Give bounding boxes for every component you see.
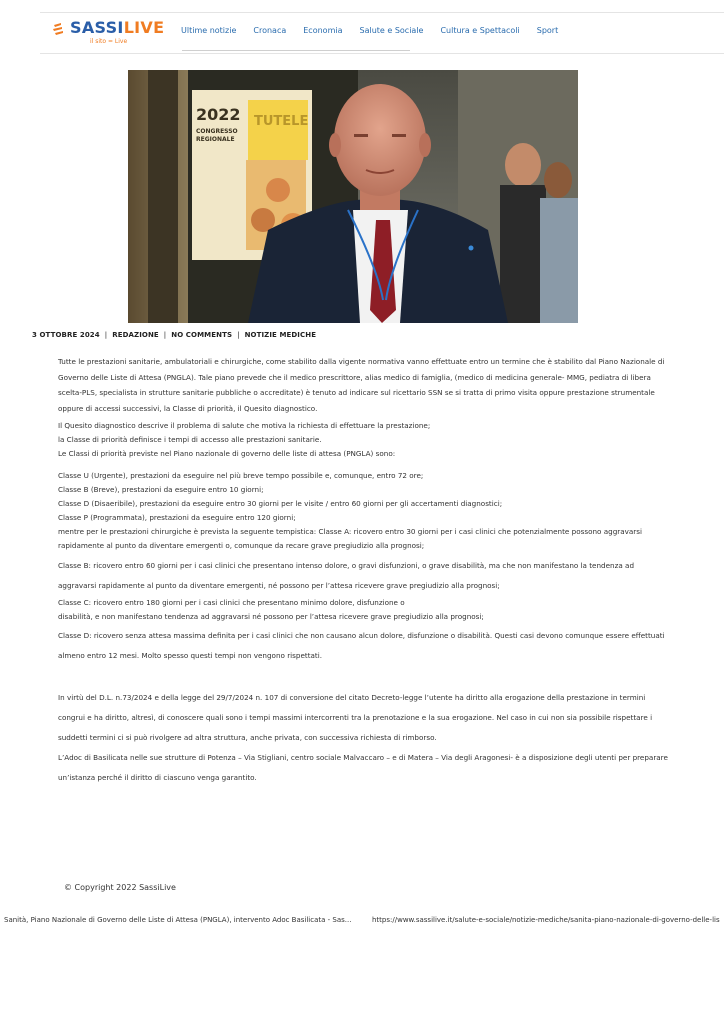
article-author[interactable]: REDAZIONE xyxy=(112,331,159,339)
print-footer-url: https://www.sassilive.it/salute-e-sociale/notizie-mediche/sanita-piano-nazionale-di-governo-delle-lis xyxy=(372,916,720,924)
nav-cronaca[interactable]: Cronaca xyxy=(253,26,287,35)
article-line: Le Classi di priorità previste nel Piano nazionale di governo delle liste di attesa (PNGLA) sono: xyxy=(58,449,396,458)
article-line: la Classe di priorità definisce i tempi di accesso alle prestazioni sanitarie. xyxy=(58,435,322,444)
priority-class-u: Classe U (Urgente), prestazioni da eseguire nel più breve tempo possibile e, comunque, entro 72 ore; xyxy=(58,471,424,480)
surgical-class-c-cont: disabilità, e non manifestano tendenza ad aggravarsi né possono per l’attesa ricevere grave pregiudizio alla prognosi; xyxy=(58,612,484,621)
nav-ultime-notizie[interactable]: Ultime notizie xyxy=(181,26,237,35)
poster-year: 2022 xyxy=(196,105,241,124)
print-footer-title: Sanità, Piano Nazionale di Governo delle Liste di Attesa (PNGLA), intervento Adoc Basilicata - Sas... xyxy=(4,916,352,924)
nav-salute-e-sociale[interactable]: Salute e Sociale xyxy=(359,26,424,35)
logo-tagline: il sito = Live xyxy=(90,38,128,45)
nav-cultura-e-spettacoli[interactable]: Cultura e Spettacoli xyxy=(440,26,520,35)
poster-tutele: TUTELE xyxy=(254,114,309,129)
article-paragraph-rights: In virtù del D.L. n.73/2024 e della legge del 29/7/2024 n. 107 di conversione del citato Decreto-legge l’utente ha diritto alla erogazione della prestazione in termini congrui e ha diritto, altresì, di conoscere quali sono i tempi massimi intercorrenti tra la prenotazione e la sua erogazione. Nel caso in cui non sia possibile rispettare i suddetti termini ci si può rivolgere ad altra struttura, anche privata, con successiva richiesta di rimborso. xyxy=(58,693,653,742)
poster-line1: CONGRESSO xyxy=(196,128,238,135)
article-date: 3 OTTOBRE 2024 xyxy=(32,331,100,339)
main-nav xyxy=(181,26,575,35)
nav-sport[interactable]: Sport xyxy=(536,26,559,35)
article-category[interactable]: NOTIZIE MEDICHE xyxy=(244,331,317,339)
article-hero-image xyxy=(128,70,578,323)
sassilive-logo-icon xyxy=(52,21,68,37)
article-line: Il Quesito diagnostico descrive il problema di salute che motiva la richiesta di effettuare la prestazione; xyxy=(58,421,431,430)
surgical-class-a: mentre per le prestazioni chirurgiche è prevista la seguente tempistica: Classe A: ricovero entro 30 giorni per i casi clinici che potenzialmente possono aggravarsi rapidamente al punto da diventare emergenti o, comunque da recare grave pregiudizio alla prognosi; xyxy=(58,527,642,550)
surgical-class-b: Classe B: ricovero entro 60 giorni per i casi clinici che presentano intenso dolore, o gravi disfunzioni, o grave disabilità, ma che non manifestano la tendenza ad aggravarsi rapidamente al punto da diventare emergenti, né possono per l’attesa ricevere grave pregiudizio alla prognosi; xyxy=(58,561,635,590)
copyright-notice: © Copyright 2022 SassiLive xyxy=(64,883,176,892)
surgical-class-c: Classe C: ricovero entro 180 giorni per i casi clinici che presentano minimo dolore, disfunzione o xyxy=(58,598,405,607)
nav-divider xyxy=(182,50,410,51)
article-paragraph-adoc: L’Adoc di Basilicata nelle sue strutture di Potenza – Via Stigliani, centro sociale Malvaccaro – e di Matera – Via degli Aragonesi- è a disposizione degli utenti per preparare un’istanza perché il diritto di ciascuno venga garantito. xyxy=(58,753,668,782)
priority-class-d: Classe D (Disaeribile), prestazioni da eseguire entro 30 giorni per le visite / entro 60 giorni per gli accertamenti diagnostici; xyxy=(58,499,503,508)
article-comments[interactable]: NO COMMENTS xyxy=(171,331,233,339)
priority-class-p: Classe P (Programmata), prestazioni da eseguire entro 120 giorni; xyxy=(58,513,296,522)
site-logo[interactable] xyxy=(52,18,165,49)
article-body xyxy=(58,354,670,788)
site-header xyxy=(40,12,724,54)
priority-class-b: Classe B (Breve), prestazioni da eseguire entro 10 giorni; xyxy=(58,485,264,494)
article-meta: 3 OTTOBRE 2024 | REDAZIONE | NO COMMENTS | NOTIZIE MEDICHE xyxy=(32,331,317,339)
article-paragraph: Tutte le prestazioni sanitarie, ambulatoriali e chirurgiche, come stabilito dalla vigente normativa vanno effettuate entro un termine che è stabilito dal Piano Nazionale di Governo delle Liste di Attesa (PNGLA). Tale piano prevede che il medico prescrittore, alias medico di famiglia, (medico di medicina generale- MMG, pediatra di libera scelta-PLS, specialista in strutture sanitarie pubbliche o accreditate) è tenuto ad indicare sul ricettario SSN se si tratta di primo visita oppure prestazione strumentale oppure di accessi successivi, la Classe di priorità, il Quesito diagnostico. xyxy=(58,357,665,413)
nav-economia[interactable]: Economia xyxy=(303,26,343,35)
logo-wordmark: SASSILIVE xyxy=(70,18,165,37)
hero-photo xyxy=(128,70,578,323)
poster-line2: REGIONALE xyxy=(196,136,235,143)
surgical-class-d: Classe D: ricovero senza attesa massima definita per i casi clinici che non causano alcun dolore, disfunzione o disabilità. Questi casi devono comunque essere effettuati almeno entro 12 mesi. Molto spesso questi tempi non vengono rispettati. xyxy=(58,631,665,660)
